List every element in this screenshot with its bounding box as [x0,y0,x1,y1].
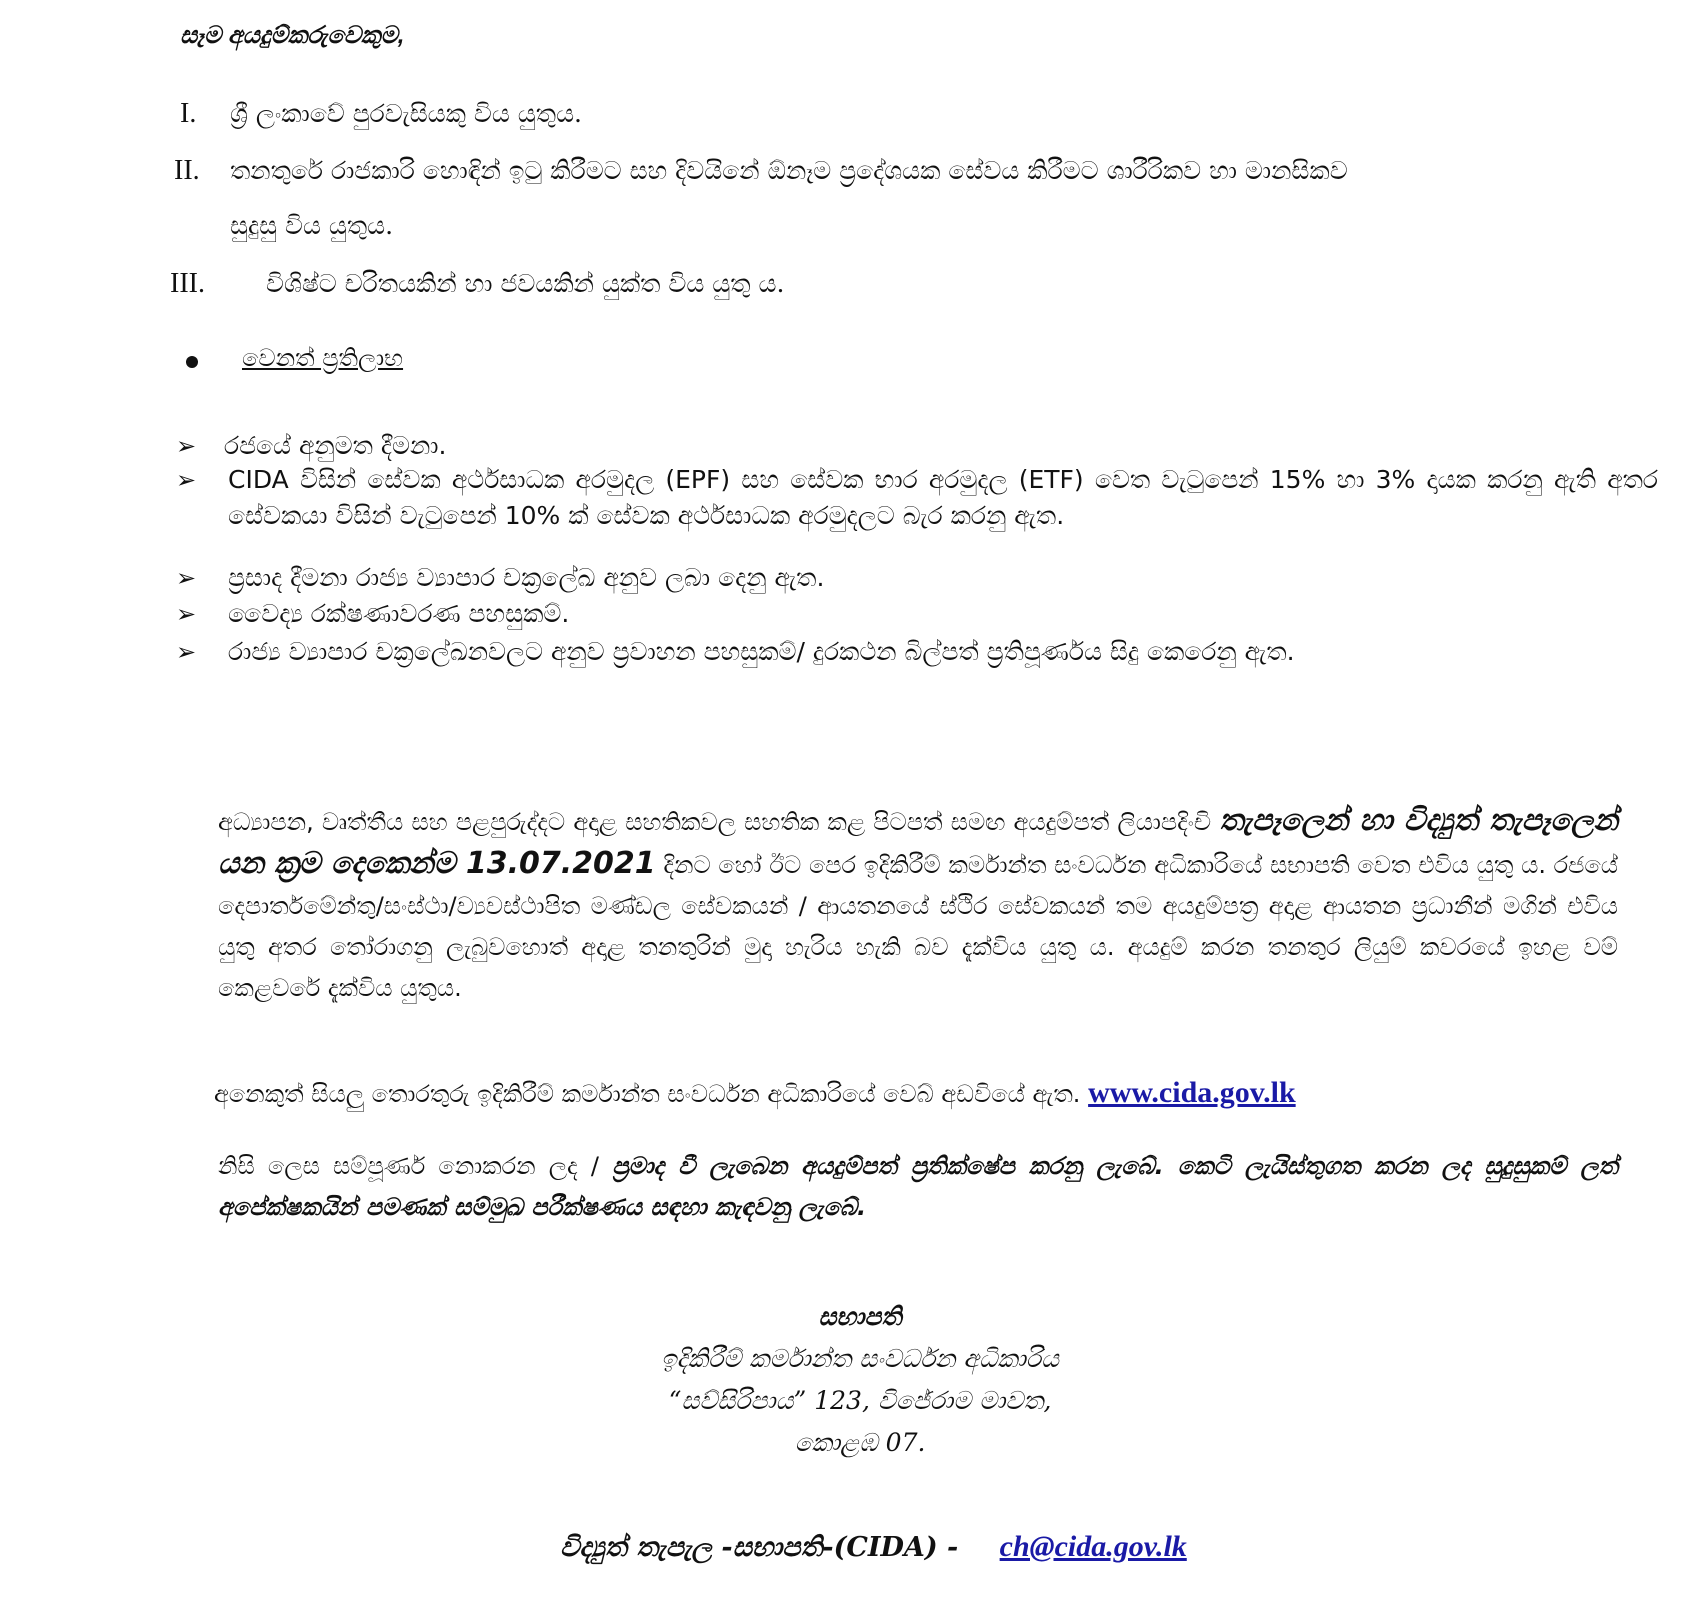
benefit-text: රාජ්‍ය ව්‍යාපාර චක්‍රලේඛනවලට අනුව ප්‍රවාහන පහසුකම්/ දුරකථන බිල්පත් ප්‍රතිපූර්ණය සිදු කෙරෙනු ඇත. [228,637,1295,666]
requirement-text: සුදුසු විය යුතුය. [230,211,394,240]
arrow-bullet-icon: ➢ [176,466,197,494]
email-link[interactable]: ch@cida.gov.lk [999,1530,1187,1563]
signature-organization: ඉදිකිරීම් කර්මාන්ත සංවර්ධන අධිකාරිය [661,1344,1059,1373]
more-info-text: අනෙකුත් සියලු තොරතුරු ඉදිකිරීම් කර්මාන්ත සංවර්ධන අධිකාරියේ වෙබ් අඩවියේ ඇත. [214,1080,1081,1108]
requirement-text: විශිෂ්ට චරිතයකින් හා ජවයකින් යුක්ත විය යුතු ය. [266,269,785,298]
arrow-bullet-icon: ➢ [176,564,197,592]
intro-heading: සෑම අයදුම්කරුවෙකුම, [180,22,405,49]
bullet-icon [186,356,198,368]
arrow-bullet-icon: ➢ [176,432,197,460]
requirement-number: II. [174,155,200,186]
application-text-part1: අධ්‍යාපන, වෘත්තීය සහ පළපුරුද්දට අදාළ සහතිකවල සහතික කළ පිටපත් සමඟ අයදුම්පත් ලියාපදිංචි [218,808,1212,836]
arrow-bullet-icon: ➢ [176,638,197,666]
requirement-text: ශ්‍රී ලංකාවේ පුරවැසියකු විය යුතුය. [230,99,582,128]
rejection-bold-text: ප්‍රමාද වී ලැබෙන අයදුම්පත් ප්‍රතික්ෂේප කරනු ලැබේ. කෙටි ලැයිස්තුගත කරන ලද සුදුසුකම් ලත් අපේක්ෂකයින් පමණක් සම්මුඛ පරීක්ෂණය සඳහා කැඳවනු ලැබේ. [218,1152,1618,1221]
signature-block [560,1296,1160,1464]
email-label: විද්‍යුත් තැපැල -සභාපති-(CIDA) - [560,1532,959,1563]
signature-title: සභාපති [818,1302,902,1331]
requirement-text: තනතුරේ රාජකාරි හොඳින් ඉටු කිරීමට සහ දිවයිනේ ඕනෑම ප්‍රදේශයක සේවය කිරීමට ශාරීරිකව හා මානසිකව [230,156,1348,185]
arrow-bullet-icon: ➢ [176,600,197,628]
website-link[interactable]: www.cida.gov.lk [1088,1076,1296,1109]
benefit-text: ප්‍රසාද දීමනා රාජ්‍ය ව්‍යාපාර චක්‍රලේඛ අනුව ලබා දෙනු ඇත. [228,563,825,592]
benefit-text: රජයේ අනුමත දීමනා. [224,431,447,460]
more-info-line [214,1072,1674,1115]
application-deadline: තැපෑලෙන් හා විද්‍යුත් තැපෑලෙන් යන ක්‍රම දෙකෙන්ම 13.07.2021 [218,803,1618,881]
section-title-label: වෙනත් ප්‍රතිලාභ [242,344,404,372]
requirement-number: I. [180,98,197,129]
application-instructions [218,800,1618,1009]
benefit-text: වෛද්‍ය රක්ෂණාවරණ පහසුකම්. [228,599,570,628]
rejection-notice [218,1146,1618,1228]
rejection-text: නිසි ලෙස සම්පූර්ණ නොකරන ලද / [218,1152,599,1180]
signature-address-line1: “සව්සිරිපාය” 123, විජේරාම මාවත, [668,1386,1052,1415]
application-text-part3: දිනට හෝ ඊට පෙර ඉදිකිරීම් කර්මාන්ත සංවර්ධන අධිකාරියේ සභාපති වෙත එවිය යුතු ය. රජයේ දෙපාර්තමේන්තු/සංස්ථා/ව්‍යවස්ථාපිත මණ්ඩල සේවකයන් / ආයතනයේ ස්ථිර සේවකයන් තම අයදුම්පත්‍ර අදාළ ආයතන ප්‍රධානීන් මගින් එවිය යුතු අතර තෝරාගනු ලැබුවහොත් අදාළ තනතුරින් මුදා හැරිය හැකි බව දැක්විය යුතු ය. අයදුම් කරන තනතුර ලියුම් කවරයේ ඉහළ වම් කෙළවරේ දැක්විය යුතුය. [218,851,1619,1002]
signature-address-line2: කොළඹ 07. [794,1428,926,1457]
benefit-text: CIDA විසින් සේවක අර්ථසාධක අරමුදල (EPF) සහ සේවක භාර අරමුදල (ETF) වෙත වැටුපෙන් 15% හා 3% දායක කරනු ඇති අතර සේවකයා විසින් වැටුපෙන් 10% ක් සේවක අර්ථසාධක අරමුදලට බැර කරනු ඇත. [228,465,1658,530]
email-contact-line [560,1530,1360,1564]
requirement-number: III. [170,268,205,299]
